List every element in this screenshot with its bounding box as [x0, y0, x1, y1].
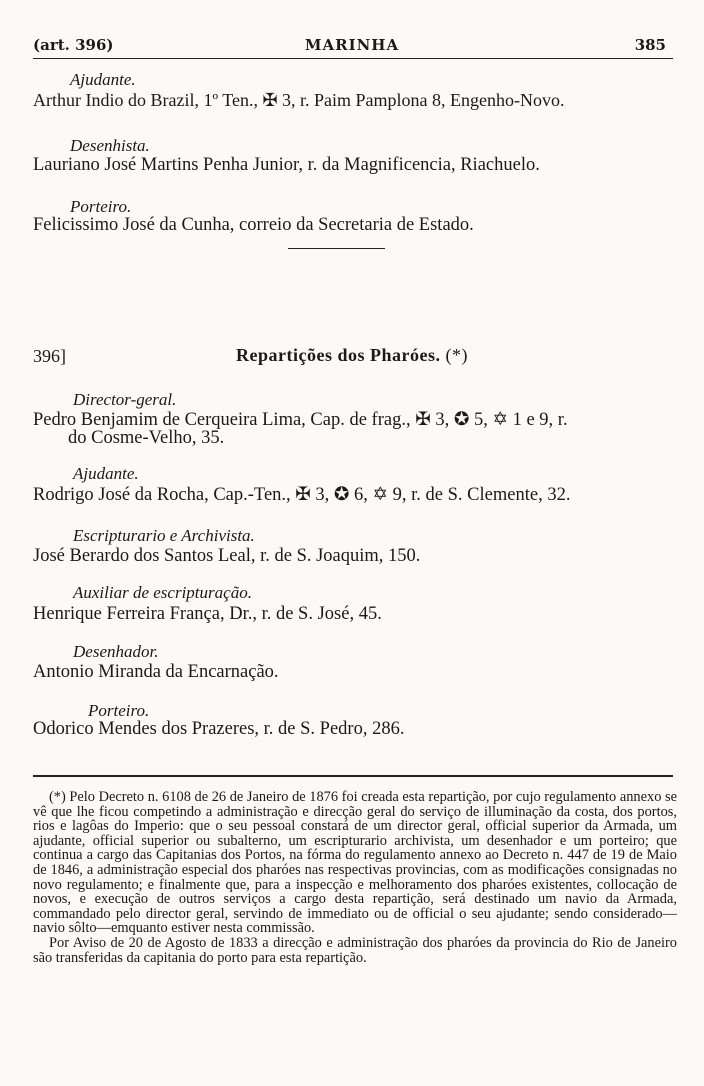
entry-title-ajudante: Ajudante.	[73, 464, 139, 483]
entry-text-director-line1: Pedro Benjamim de Cerqueira Lima, Cap. de frag., ✠ 3, ✪ 5, ✡ 1 e 9, r.	[33, 410, 568, 430]
entry-text-auxiliar: Henrique Ferreira França, Dr., r. de S. José, 45.	[33, 604, 382, 624]
entry-title-desenhista: Desenhista.	[70, 136, 150, 155]
entry-title-auxiliar: Auxiliar de escripturação.	[73, 583, 252, 602]
section-title-text: Repartições dos Pharóes.	[236, 345, 441, 365]
entry-title-director: Director-geral.	[73, 390, 177, 409]
entry-title-porteiro: Porteiro.	[88, 701, 150, 720]
entry-text-desenhador: Antonio Miranda da Encarnação.	[33, 662, 279, 682]
footnote	[33, 790, 677, 965]
entry-title-porteiro-top: Porteiro.	[70, 197, 132, 216]
footnote-rule	[33, 775, 673, 777]
entry-text-escripturario: José Berardo dos Santos Leal, r. de S. Joaquim, 150.	[33, 546, 421, 566]
section-note-mark: (*)	[445, 345, 468, 365]
entry-text-porteiro-top: Felicissimo José da Cunha, correio da Secretaria de Estado.	[33, 215, 474, 235]
header-article-ref: (art. 396)	[33, 36, 114, 54]
section-divider	[288, 248, 385, 249]
page-number: 385	[634, 36, 666, 54]
footnote-paragraph-1: (*) Pelo Decreto n. 6108 de 26 de Janeiro de 1876 foi creada esta repartição, por cujo regulamento annexo se vê que lhe ficou competindo a administração e direcção geral do serviço de illuminação da costa, dos portos, rios e lagôas do Imperio: que o seu pessoal constará de um director geral, official superior da Armada, um ajudante, official superior ou subalterno, um escripturario archivista, um desenhador e um porteiro; que continua a cargo das Capitanias dos Portos, na fórma do regulamento annexo ao Decreto n. 447 de 19 de Maio de 1846, a administração especial dos pharóes nas respectivas provincias, com as modificações consignadas no novo regulamento; e finalmente que, para a inspecção e melhoramento dos pharóes existentes, collocação de novos, e execução de outros serviços a cargo desta repartição, será destinado um navio da Armada, commandado pelo director geral, servindo de immediato ou de official o seu ajudante; sendo considerado—navio sôlto—emquanto estiver nesta commissão.	[33, 789, 677, 937]
footnote-paragraph-2: Por Aviso de 20 de Agosto de 1833 a direcção e administração dos pharóes da provincia do Rio de Janeiro são transferidas da capitania do porto para esta repartição.	[33, 934, 677, 966]
header-title: MARINHA	[304, 36, 400, 54]
entry-text-porteiro: Odorico Mendes dos Prazeres, r. de S. Pedro, 286.	[33, 719, 405, 739]
entry-title-ajudante-top: Ajudante.	[70, 70, 136, 89]
entry-text-ajudante-top: Arthur Indio do Brazil, 1º Ten., ✠ 3, r. Paim Pamplona 8, Engenho-Novo.	[33, 90, 565, 110]
entry-text-desenhista: Lauriano José Martins Penha Junior, r. da Magnificencia, Riachuelo.	[33, 155, 540, 175]
section-title	[0, 345, 704, 366]
header-rule	[33, 58, 673, 59]
entry-text-director-line2: do Cosme-Velho, 35.	[68, 428, 225, 448]
entry-title-escripturario: Escripturario e Archivista.	[73, 526, 255, 545]
entry-title-desenhador: Desenhador.	[73, 642, 159, 661]
section-number: 396]	[33, 346, 66, 366]
entry-text-ajudante: Rodrigo José da Rocha, Cap.-Ten., ✠ 3, ✪ 6, ✡ 9, r. de S. Clemente, 32.	[33, 485, 571, 505]
